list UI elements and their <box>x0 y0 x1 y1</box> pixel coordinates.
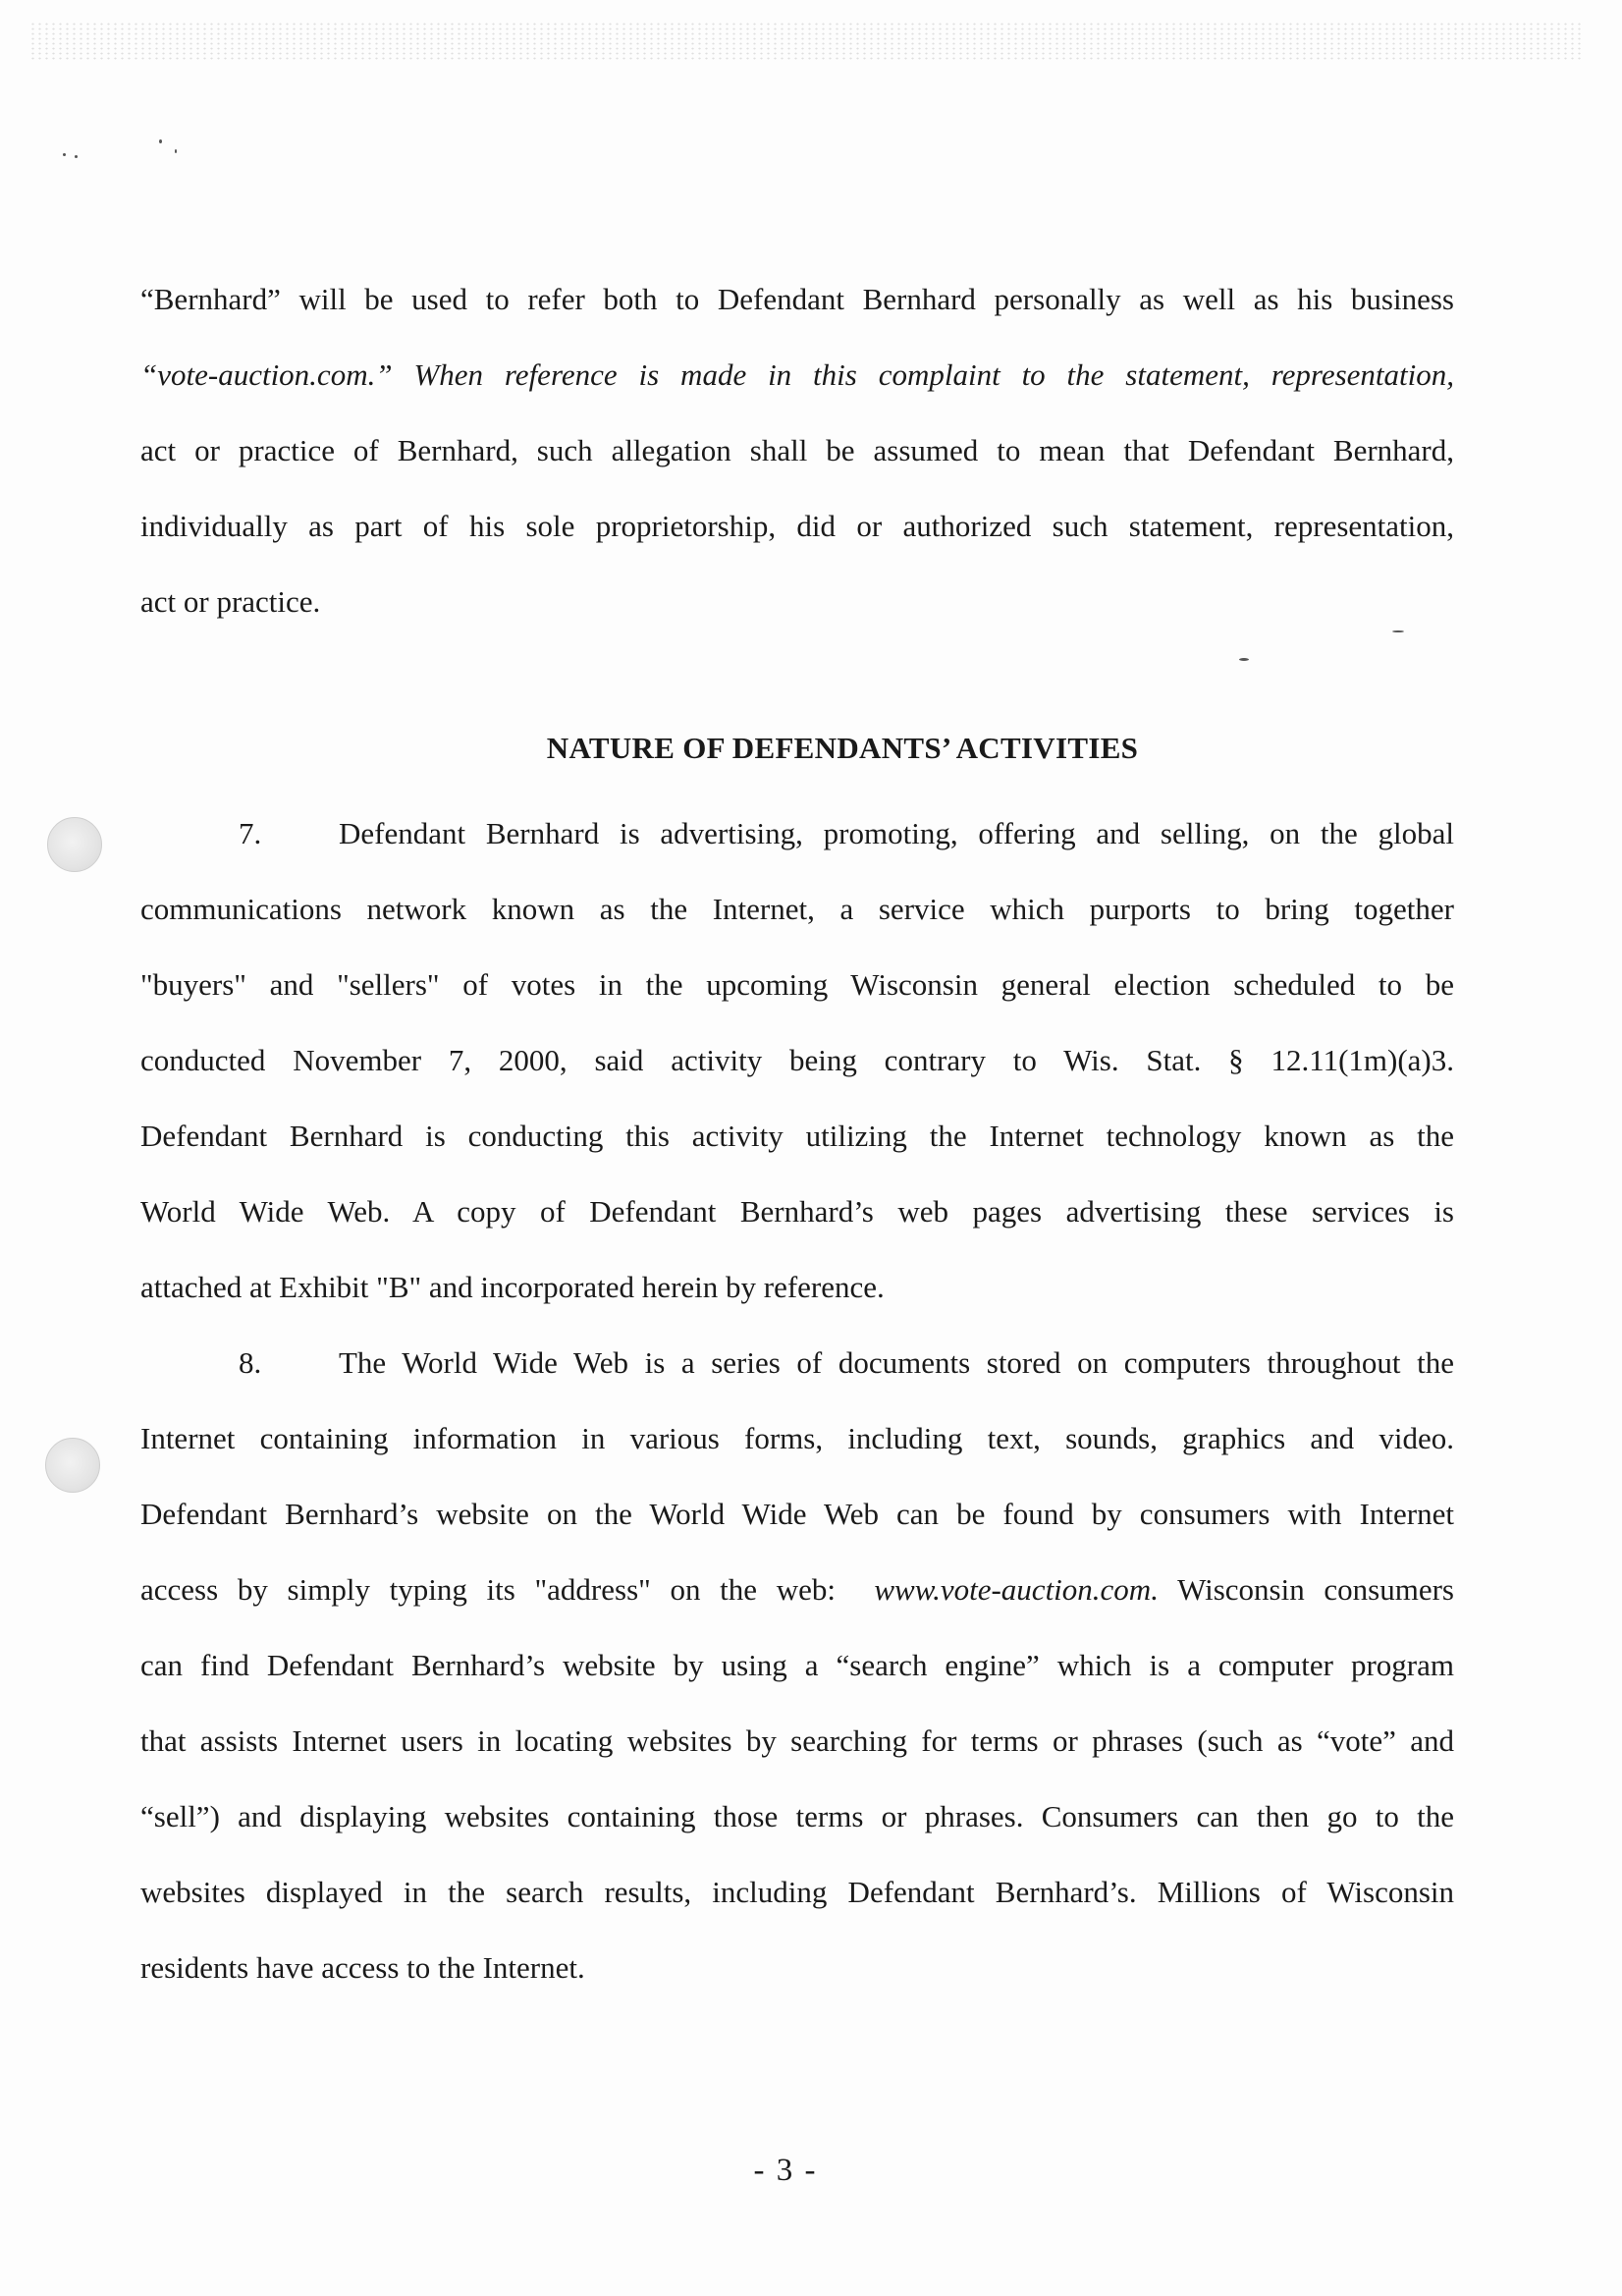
text-line: act or practice of Bernhard, such allegation shall be assumed to mean that Defendant Bernhard, <box>140 433 1454 467</box>
text-line: individually as part of his sole proprietorship, did or authorized such statement, representation, <box>140 509 1454 543</box>
paragraph-number: 7. <box>239 816 262 850</box>
text-line: websites displayed in the search results, including Defendant Bernhard’s. Millions of Wisconsin <box>140 1875 1454 1909</box>
text-line: Defendant Bernhard is conducting this activity utilizing the Internet technology known as the <box>140 1119 1454 1153</box>
text-line-content: Defendant Bernhard is advertising, promoting, offering and selling, on the global <box>339 816 1454 850</box>
scan-speck <box>63 153 66 156</box>
website-address: www.vote-auction.com. <box>874 1572 1159 1607</box>
paragraph-8 <box>140 1325 1454 2005</box>
paragraph-7 <box>140 795 1454 1325</box>
text-line: “sell”) and displaying websites containing those terms or phrases. Consumers can then go to the <box>140 1799 1454 1833</box>
text-segment: access by simply typing its "address" on the web: <box>140 1572 836 1607</box>
scan-speck <box>175 149 177 153</box>
text-line <box>140 1552 1454 1627</box>
scan-noise <box>29 22 1581 61</box>
text-line: Internet containing information in various forms, including text, sounds, graphics and video. <box>140 1421 1454 1455</box>
text-line: that assists Internet users in locating websites by searching for terms or phrases (such as “vote” and <box>140 1723 1454 1758</box>
text-line <box>140 795 1454 871</box>
text-line: communications network known as the Internet, a service which purports to bring together <box>140 892 1454 926</box>
text-line: residents have access to the Internet. <box>140 1950 585 1985</box>
text-line-content: The World Wide Web is a series of documents stored on computers throughout the <box>339 1345 1454 1380</box>
scan-speck <box>1239 658 1249 661</box>
text-line: “Bernhard” will be used to refer both to Defendant Bernhard personally as well as his business <box>140 282 1454 316</box>
text-line: conducted November 7, 2000, said activity being contrary to Wis. Stat. § 12.11(1m)(a)3. <box>140 1043 1454 1077</box>
text-line: can find Defendant Bernhard’s website by using a “search engine” which is a computer program <box>140 1648 1454 1682</box>
punch-hole-mark <box>45 1438 100 1493</box>
scan-speck <box>75 155 78 158</box>
paragraph-number: 8. <box>239 1345 262 1380</box>
text-line <box>140 337 1454 412</box>
page-number: - 3 - <box>753 2153 818 2188</box>
text-line: act or practice. <box>140 584 321 619</box>
punch-hole-mark <box>47 817 102 872</box>
text-line: Defendant Bernhard’s website on the World Wide Web can be found by consumers with Internet <box>140 1497 1454 1531</box>
text-line: World Wide Web. A copy of Defendant Bernhard’s web pages advertising these services is <box>140 1194 1454 1229</box>
text-line: attached at Exhibit "B" and incorporated herein by reference. <box>140 1270 885 1304</box>
text-line <box>140 1325 1454 1400</box>
continued-paragraph <box>140 261 1454 639</box>
text-segment: Wisconsin consumers <box>1177 1572 1454 1607</box>
section-heading: NATURE OF DEFENDANTS’ ACTIVITIES <box>546 731 1139 765</box>
scan-speck <box>159 139 162 143</box>
website-name: “vote-auction.com.” When reference is made in this complaint to the statement, representation, <box>140 357 1454 392</box>
text-line: "buyers" and "sellers" of votes in the upcoming Wisconsin general election scheduled to be <box>140 967 1454 1002</box>
